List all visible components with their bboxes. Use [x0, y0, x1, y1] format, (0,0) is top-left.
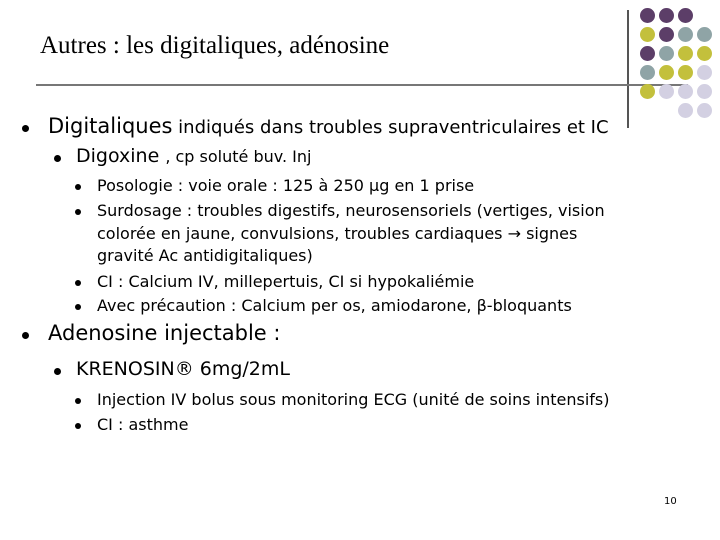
bullet-icon [22, 332, 29, 339]
decorative-dot [659, 8, 674, 23]
decorative-dot [640, 27, 655, 42]
decorative-dot [697, 27, 712, 42]
decorative-dot [659, 65, 674, 80]
bullet-icon [75, 398, 81, 404]
decorative-dot [697, 84, 712, 99]
bullet-icon [75, 280, 81, 286]
bullet-icon [75, 423, 81, 429]
decorative-dot [678, 103, 693, 118]
bullet-ci-digoxine: CI : Calcium IV, millepertuis, CI si hypokaliémie [97, 272, 475, 291]
decorative-dot [678, 65, 693, 80]
bullet-ci-asthme: CI : asthme [97, 415, 189, 434]
decorative-dot-grid [640, 8, 720, 128]
horizontal-divider [36, 84, 688, 86]
bullet-surdosage-line-3: gravité Ac antidigitaliques) [97, 246, 313, 265]
decorative-dot [659, 46, 674, 61]
bullet-icon [54, 155, 61, 162]
decorative-dot [640, 65, 655, 80]
decorative-dot [697, 103, 712, 118]
decorative-dot [640, 46, 655, 61]
decorative-dot [697, 65, 712, 80]
page-number: 10 [664, 496, 677, 507]
bullet-injection: Injection IV bolus sous monitoring ECG (unité de soins intensifs) [97, 390, 610, 409]
bullet-icon [75, 304, 81, 310]
decorative-dot [678, 46, 693, 61]
slide-title: Autres : les digitaliques, adénosine [40, 32, 390, 59]
decorative-dot [678, 27, 693, 42]
decorative-dot [678, 8, 693, 23]
bullet-lead: Digoxine [76, 145, 166, 167]
vertical-divider [627, 10, 629, 128]
bullet-krenosin: KRENOSIN® 6mg/2mL [76, 358, 290, 380]
decorative-dot [640, 84, 655, 99]
decorative-dot [659, 27, 674, 42]
bullet-adenosine: Adenosine injectable : [48, 321, 281, 345]
bullet-digitaliques [48, 114, 609, 138]
bullet-precaution: Avec précaution : Calcium per os, amiodarone, β-bloquants [97, 296, 572, 315]
bullet-lead: Digitaliques [48, 114, 173, 138]
bullet-icon [22, 125, 29, 132]
decorative-dot [659, 84, 674, 99]
bullet-digoxine [76, 145, 311, 167]
bullet-posologie: Posologie : voie orale : 125 à 250 µg en 1 prise [97, 176, 475, 195]
bullet-text: , cp soluté buv. Inj [165, 147, 312, 166]
bullet-icon [75, 209, 81, 215]
bullet-text: indiqués dans troubles supraventriculaires et IC [172, 117, 609, 138]
bullet-surdosage-line-2: colorée en jaune, convulsions, troubles cardiaques → signes [97, 224, 578, 243]
decorative-dot [678, 84, 693, 99]
bullet-icon [54, 368, 61, 375]
bullet-icon [75, 184, 81, 190]
decorative-dot [697, 46, 712, 61]
decorative-dot [640, 8, 655, 23]
bullet-surdosage-line-1: Surdosage : troubles digestifs, neurosensoriels (vertiges, vision [97, 201, 605, 220]
